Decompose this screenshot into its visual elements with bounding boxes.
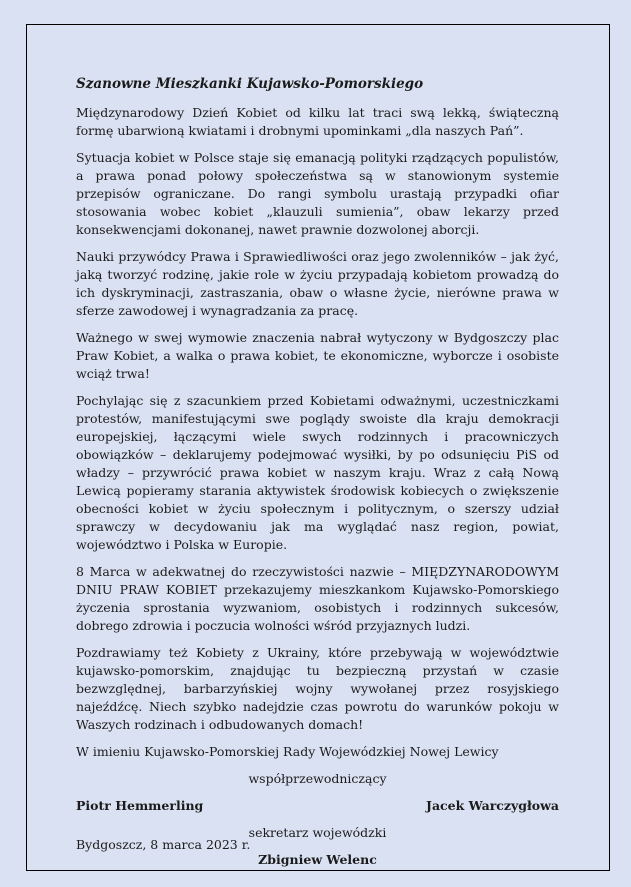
paragraph-wishes: 8 Marca w adekwatnej do rzeczywistości nazwie – MIĘDZYNARODOWYM DNIU PRAW KOBIET przekazujemy mieszkankom Kujawsko-Pomorskiego życzenia sprostania wyzwaniom, osobistych i rodzinnych sukcesów, dobrego zdrowia i poczucia wolności wśród przyjaznych ludzi. [76, 564, 559, 633]
co-chair-name-right: Jacek Warczygłowa [426, 798, 559, 813]
co-chair-name-left: Piotr Hemmerling [76, 798, 204, 813]
letter-salutation: Szanowne Mieszkanki Kujawsko-Pomorskiego [76, 76, 424, 92]
dateline: Bydgoszcz, 8 marca 2023 r. [76, 837, 251, 852]
letter-body [76, 75, 559, 869]
paragraph-intro: Międzynarodowy Dzień Kobiet od kilku lat traci swą lekką, świąteczną formę ubarwioną kwiatami i drobnymi upominkami „dla naszych Pań”. [76, 105, 559, 138]
paragraph-ukraine: Pozdrawiamy też Kobiety z Ukrainy, które przebywają w województwie kujawsko-pomorskim, znajdując tu bezpieczną przystań w czasie bezwzględnej, barbarzyńskiej wojny wywołanej przez rosyjskiego najeźdźcę. Niech szybko nadejdzie czas powrotu do warunków pokoju w Waszych rodzinach i odbudowanych domach! [76, 645, 559, 732]
document-border-frame [26, 24, 610, 871]
closing-co-chairs-names [76, 797, 559, 815]
closing-on-behalf: W imieniu Kujawsko-Pomorskiej Rady Wojewódzkiej Nowej Lewicy [76, 744, 499, 759]
closing-co-chairs-title: współprzewodniczący [248, 771, 387, 786]
paragraph-bydgoszcz-square: Ważnego w swej wymowie znaczenia nabrał wytyczony w Bydgoszczy plac Praw Kobiet, a walka o prawa kobiet, te ekonomiczne, wyborcze i osobiste wciąż trwa! [76, 330, 559, 381]
paragraph-situation: Sytuacja kobiet w Polsce staje się emanacją polityki rządzących populistów, a prawa ponad połowy społeczeństwa są w stanowionym systemie przepisów ograniczane. Do rangi symbolu urastają przypadki ofiar stosowania wobec kobiet „klauzuli sumienia”, obaw lekarzy przed konsekwencjami dokonanej, nawet prawnie dozwolonej aborcji. [76, 150, 559, 237]
closing-secretary-title: sekretarz wojewódzki [248, 825, 387, 840]
paragraph-criticism: Nauki przywódcy Prawa i Sprawiedliwości oraz jego zwolenników – jak żyć, jaką tworzyć rodzinę, jakie role w życiu przypadają kobietom prowadzą do ich dyskryminacji, zastraszania, obaw o własne życie, nierówne prawa w sferze zawodowej i wynagradzania za pracę. [76, 249, 559, 318]
closing-secretary-name: Zbigniew Welenc [258, 852, 377, 867]
paragraph-declaration: Pochylając się z szacunkiem przed Kobietami odważnymi, uczestniczkami protestów, manifestującymi swe poglądy swoiste dla kraju demokracji europejskiej, łączącymi wiele swych rodzinnych i pracowniczych obowiązków – deklarujemy podejmować wysiłki, by po odsunięciu PiS od władzy – przywrócić prawa kobiet w naszym kraju. Wraz z całą Nową Lewicą popieramy starania aktywistek środowisk kobiecych o zwiększenie obecności kobiet w życiu społecznym i politycznym, o szerszy udział sprawczy w decydowaniu jak ma wyglądać nasz region, powiat, województwo i Polska w Europie. [76, 393, 559, 552]
